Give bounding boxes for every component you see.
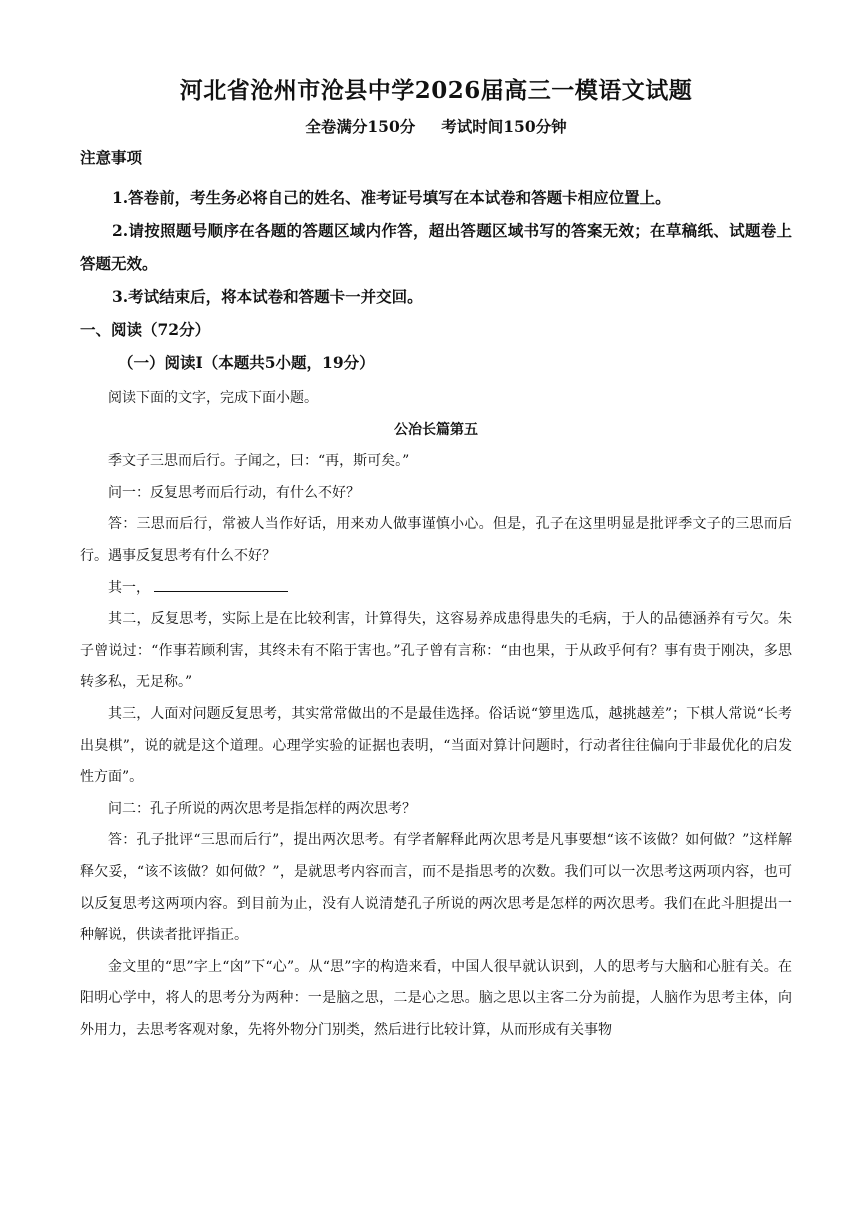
article-title: 公冶长篇第五 [394, 421, 478, 438]
article-paragraph: 答：三思而后行，常被人当作好话，用来劝人做事谨慎小心。但是，孔子在这里明显是批评季文子的三思而后行。遇事反复思考有什么不好？ [80, 516, 792, 564]
article-paragraph: 其二，反复思考，实际上是在比较利害，计算得失，这容易养成患得患失的毛病，于人的品德涵养有亏欠。朱子曾说过：“作事若顾利害，其终未有不陷于害也。”孔子曾有言称：“由也果，于从政乎何有？事有贵于刚决，多思转多私，无足称。” [80, 611, 792, 691]
article-paragraph: 其三，人面对问题反复思考，其实常常做出的不是最佳选择。俗话说“箩里选瓜，越挑越差”；下棋人常说“长考出臭棋”，说的就是这个道理。心理学实验的证据也表明，“当面对算计问题时，行动者往往偏向于非最优化的启发性方面”。 [80, 705, 792, 786]
exam-meta [80, 116, 792, 138]
answer-blank[interactable] [154, 577, 288, 592]
subsection-heading: （一）阅读Ⅰ（本题共5小题，19分） [118, 353, 375, 372]
exam-time: 考试时间150分钟 [441, 117, 567, 136]
reading-instruction: 阅读下面的文字，完成下面小题。 [108, 390, 318, 406]
article-paragraph: 金文里的“思”字上“囟”下“心”。从“思”字的构造来看，中国人很早就认识到，人的思考与大脑和心脏有关。在阳明心学中，将人的思考分为两种：一是脑之思，二是心之思。脑之思以主客二分为前提，人脑作为思考主体，向外用力，去思考客观对象，先将外物分门别类，然后进行比较计算，从而形成有关事物 [80, 958, 792, 1038]
total-score: 全卷满分150分 [305, 117, 416, 136]
exam-title: 河北省沧州市沧县中学2026届高三一模语文试题 [179, 77, 693, 104]
article-paragraph: 问二：孔子所说的两次思考是指怎样的两次思考？ [108, 800, 416, 817]
article-paragraph: 答：孔子批评“三思而后行”，提出两次思考。有学者解释此两次思考是凡事要想“该不该做？如何做？”这样解释欠妥，“该不该做？如何做？”，是就思考内容而言，而不是指思考的次数。我们可以一次思考这两项内容，也可以反复思考这两项内容。到目前为止，没有人说清楚孔子所说的两次思考是怎样的两次思考。我们在此斗胆提出一种解说，供读者批评指正。 [80, 832, 792, 944]
fill-blank-line [80, 573, 792, 605]
blank-prefix: 其一， [108, 579, 150, 596]
article-paragraph: 季文子三思而后行。子闻之，曰：“再，斯可矣。” [108, 453, 410, 470]
article-paragraph: 问一：反复思考而后行动，有什么不好？ [108, 484, 360, 501]
notice-item-3: 3.考试结束后，将本试卷和答题卡一并交回。 [112, 287, 423, 306]
notice-item-2: 2.请按照题号顺序在各题的答题区域内作答，超出答题区域书写的答案无效；在草稿纸、试题卷上答题无效。 [80, 221, 792, 273]
section-heading: 一、阅读（72分） [80, 320, 211, 339]
notice-heading: 注意事项 [80, 148, 143, 167]
notice-item-1: 1.答卷前，考生务必将自己的姓名、准考证号填写在本试卷和答题卡相应位置上。 [112, 188, 671, 207]
